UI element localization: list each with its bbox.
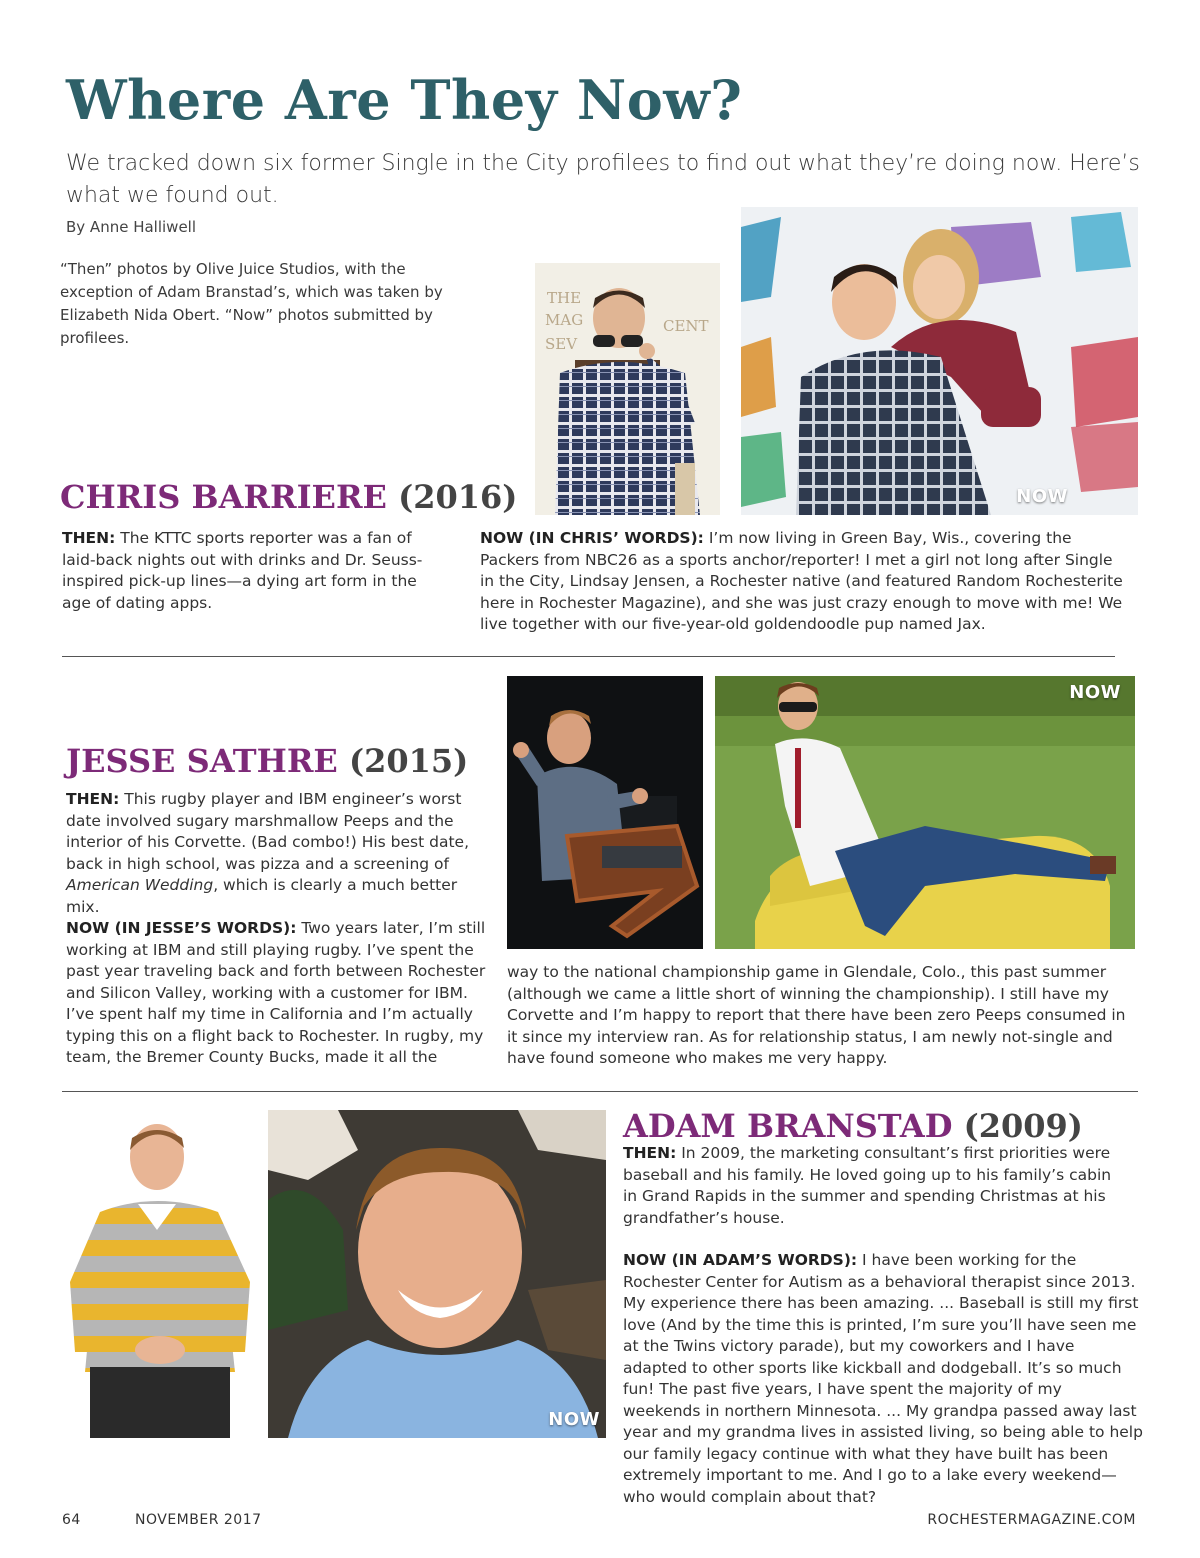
profile-name-chris — [60, 478, 517, 516]
jesse-now-text-part1: NOW (IN JESSE’S WORDS): Two years later, I’m still working at IBM and still playing rugby. I’ve spent the past year traveling back and forth between Rochester and Silicon Valley, working with a customer for IBM. I’ve spent half my time in California and I’m actually typing this on a flight back to Rochester. In rugby, my team, the Bremer County Bucks, made it all the — [66, 919, 486, 1066]
now-badge: NOW — [548, 1409, 600, 1430]
movie-title: American Wedding — [66, 876, 214, 894]
now-label: NOW (IN JESSE’S WORDS): — [66, 919, 297, 937]
adam-then-text: THEN: In 2009, the marketing consultant’s first priorities were baseball and his family. He loved going up to his family’s cabin in Grand Rapids in the summer and spending Christmas at his grandfather’s house. — [623, 1144, 1112, 1227]
now-label: NOW (IN CHRIS’ WORDS): — [480, 529, 704, 547]
then-label: THEN: — [62, 529, 116, 547]
name-text: CHRIS BARRIERE — [60, 478, 387, 516]
section-divider — [62, 1091, 1138, 1092]
section-divider — [62, 656, 1115, 657]
byline: By Anne Halliwell — [66, 218, 197, 236]
adam-now-text: NOW (IN ADAM’S WORDS): I have been working for the Rochester Center for Autism as a behavioral therapist since 2013. My experience there has been amazing. ... Baseball is still my first love (And by the time this is printed, I’m sure you’ll have seen me at the Twins victory parade), but my coworkers and I have adapted to other sports like kickball and dodgeball. It’s so much fun! The past five years, I have spent the majority of my weekends in northern Minnesota. ... My grandpa passed away last year and my grandma lives in assisted living, so being able to help our family legacy continue with what they have built has been extremely important to me. And I go to a lake every weekend—who would complain about that? — [623, 1251, 1143, 1506]
adam-now-photo — [268, 1110, 606, 1438]
svg-text:THE: THE — [547, 289, 582, 307]
chris-then-photo — [535, 263, 720, 515]
now-badge: NOW — [1069, 682, 1121, 703]
website-link[interactable]: ROCHESTERMAGAZINE.COM — [927, 1512, 1136, 1528]
name-text: JESSE SATHRE — [66, 742, 338, 780]
profile-name-adam — [623, 1107, 1083, 1145]
chris-then-text: THEN: The KTTC sports reporter was a fan of laid-back nights out with drinks and Dr. Seuss-inspired pick-up lines—a dying art form in the age of dating apps. — [62, 529, 423, 612]
profile-name-jesse — [66, 742, 468, 780]
page-title: Where Are They Now? — [66, 68, 743, 132]
year-text: (2016) — [398, 478, 518, 516]
jesse-now-photo — [715, 676, 1135, 949]
then-label: THEN: — [66, 790, 120, 808]
svg-text:MAG: MAG — [545, 311, 584, 329]
year-text: (2015) — [348, 742, 469, 780]
svg-text:SEV: SEV — [545, 335, 578, 353]
issue-date: NOVEMBER 2017 — [135, 1512, 262, 1528]
jesse-then-text: THEN: This rugby player and IBM engineer’s worst date involved sugary marshmallow Peeps and the interior of his Corvette. (Bad combo!) His best date, back in high school, was pizza and a screening of American Wedding, which is clearly a much better mix. — [66, 790, 469, 916]
then-label: THEN: — [623, 1144, 677, 1162]
name-text: ADAM BRANSTAD — [623, 1107, 953, 1145]
year-text: (2009) — [963, 1107, 1083, 1145]
page-subtitle: We tracked down six former Single in the City profilees to find out what they’re doing now. Here’s what we found out. — [66, 151, 1140, 208]
adam-then-photo — [60, 1112, 260, 1438]
page-number: 64 — [62, 1512, 81, 1528]
svg-text:CENT: CENT — [663, 317, 709, 335]
photo-credits: “Then” photos by Olive Juice Studios, with the exception of Adam Branstad’s, which was taken by Elizabeth Nida Obert. “Now” photos submitted by profilees. — [60, 260, 443, 347]
now-label: NOW (IN ADAM’S WORDS): — [623, 1251, 858, 1269]
chris-now-photo — [741, 207, 1138, 515]
chris-now-text: NOW (IN CHRIS’ WORDS): I’m now living in Green Bay, Wis., covering the Packers from NBC26 as a sports anchor/reporter! I met a girl not long after Single in the City, Lindsay Jensen, a Rochester native (and featured Random Rochesterite here in Rochester Magazine), and she was just crazy enough to move with me! We live together with our five-year-old goldendoodle pup named Jax. — [480, 529, 1123, 633]
jesse-then-photo — [507, 676, 703, 949]
now-badge: NOW — [1016, 486, 1068, 507]
jesse-now-text-part2: way to the national championship game in Glendale, Colo., this past summer (although we came a little short of winning the championship). I still have my Corvette and I’m happy to report that there have been zero Peeps consumed in it since my interview ran. As for relationship status, I am newly not-single and have found someone who makes me very happy. — [507, 963, 1126, 1067]
